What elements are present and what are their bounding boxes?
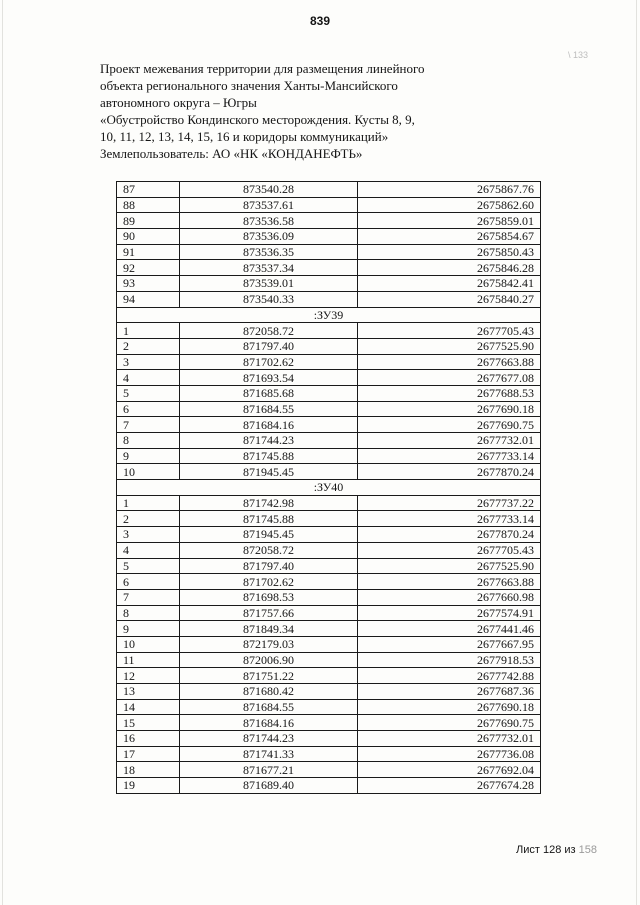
- table-row: [117, 448, 541, 464]
- y-coordinate-cell: 2677733.14: [358, 448, 541, 464]
- coordinates-table: [116, 181, 541, 794]
- x-coordinate-cell: 871677.21: [180, 762, 358, 778]
- y-coordinate-cell: 2677687.36: [358, 684, 541, 700]
- y-coordinate-cell: 2677870.24: [358, 527, 541, 543]
- point-number-cell: 6: [117, 401, 180, 417]
- sheet-total: 158: [578, 844, 597, 856]
- point-number-cell: 87: [117, 182, 180, 198]
- table-row: [117, 244, 541, 260]
- point-number-cell: 17: [117, 746, 180, 762]
- point-number-cell: 2: [117, 338, 180, 354]
- point-number-cell: 19: [117, 778, 180, 794]
- point-number-cell: 1: [117, 495, 180, 511]
- x-coordinate-cell: 871684.16: [180, 715, 358, 731]
- x-coordinate-cell: 873536.35: [180, 244, 358, 260]
- x-coordinate-cell: 871684.55: [180, 699, 358, 715]
- section-label: :ЗУ40: [117, 480, 541, 496]
- point-number-cell: 8: [117, 605, 180, 621]
- x-coordinate-cell: 872058.72: [180, 542, 358, 558]
- table-row: [117, 229, 541, 245]
- point-number-cell: 89: [117, 213, 180, 229]
- y-coordinate-cell: 2677732.01: [358, 731, 541, 747]
- x-coordinate-cell: 871797.40: [180, 558, 358, 574]
- header-line: Проект межевания территории для размещения линейного: [100, 61, 425, 76]
- table-row: [117, 276, 541, 292]
- point-number-cell: 10: [117, 636, 180, 652]
- table-row: [117, 417, 541, 433]
- x-coordinate-cell: 872179.03: [180, 636, 358, 652]
- point-number-cell: 3: [117, 354, 180, 370]
- x-coordinate-cell: 871689.40: [180, 778, 358, 794]
- y-coordinate-cell: 2677677.08: [358, 370, 541, 386]
- point-number-cell: 5: [117, 385, 180, 401]
- x-coordinate-cell: 873536.09: [180, 229, 358, 245]
- table-row: [117, 401, 541, 417]
- y-coordinate-cell: 2677690.75: [358, 715, 541, 731]
- table-row: [117, 542, 541, 558]
- table-row: [117, 495, 541, 511]
- y-coordinate-cell: 2675862.60: [358, 197, 541, 213]
- point-number-cell: 8: [117, 433, 180, 449]
- coordinates-table-body: [117, 182, 541, 794]
- table-row: [117, 260, 541, 276]
- table-row: [117, 668, 541, 684]
- table-row: [117, 354, 541, 370]
- point-number-cell: 1: [117, 323, 180, 339]
- right-edge-shadow: [636, 0, 637, 905]
- y-coordinate-cell: 2677690.75: [358, 417, 541, 433]
- y-coordinate-cell: 2675859.01: [358, 213, 541, 229]
- table-row: [117, 182, 541, 198]
- y-coordinate-cell: 2677690.18: [358, 401, 541, 417]
- header-line: «Обустройство Кондинского месторождения. Кусты 8, 9,: [100, 112, 415, 127]
- x-coordinate-cell: 873537.61: [180, 197, 358, 213]
- x-coordinate-cell: 871745.88: [180, 448, 358, 464]
- section-header-row: [117, 480, 541, 496]
- table-row: [117, 323, 541, 339]
- table-row: [117, 621, 541, 637]
- document-header: [100, 60, 425, 162]
- x-coordinate-cell: 871744.23: [180, 731, 358, 747]
- point-number-cell: 90: [117, 229, 180, 245]
- point-number-cell: 3: [117, 527, 180, 543]
- sheet-label: Лист 128 из: [516, 844, 576, 856]
- y-coordinate-cell: 2675840.27: [358, 291, 541, 307]
- point-number-cell: 11: [117, 652, 180, 668]
- x-coordinate-cell: 871797.40: [180, 338, 358, 354]
- x-coordinate-cell: 871757.66: [180, 605, 358, 621]
- x-coordinate-cell: 872006.90: [180, 652, 358, 668]
- table-row: [117, 511, 541, 527]
- x-coordinate-cell: 871702.62: [180, 354, 358, 370]
- point-number-cell: 14: [117, 699, 180, 715]
- point-number-cell: 10: [117, 464, 180, 480]
- table-row: [117, 731, 541, 747]
- table-row: [117, 778, 541, 794]
- x-coordinate-cell: 871741.33: [180, 746, 358, 762]
- x-coordinate-cell: 871945.45: [180, 464, 358, 480]
- y-coordinate-cell: 2677736.08: [358, 746, 541, 762]
- table-row: [117, 652, 541, 668]
- y-coordinate-cell: 2677525.90: [358, 338, 541, 354]
- y-coordinate-cell: 2677733.14: [358, 511, 541, 527]
- table-row: [117, 589, 541, 605]
- x-coordinate-cell: 871945.45: [180, 527, 358, 543]
- point-number-cell: 7: [117, 417, 180, 433]
- point-number-cell: 16: [117, 731, 180, 747]
- table-row: [117, 370, 541, 386]
- y-coordinate-cell: 2675842.41: [358, 276, 541, 292]
- point-number-cell: 92: [117, 260, 180, 276]
- section-header-row: [117, 307, 541, 323]
- y-coordinate-cell: 2677441.46: [358, 621, 541, 637]
- header-line: автономного округа – Югры: [100, 95, 257, 110]
- x-coordinate-cell: 873536.58: [180, 213, 358, 229]
- point-number-cell: 88: [117, 197, 180, 213]
- point-number-cell: 91: [117, 244, 180, 260]
- y-coordinate-cell: 2677667.95: [358, 636, 541, 652]
- y-coordinate-cell: 2675850.43: [358, 244, 541, 260]
- table-row: [117, 385, 541, 401]
- point-number-cell: 18: [117, 762, 180, 778]
- x-coordinate-cell: 871751.22: [180, 668, 358, 684]
- table-row: [117, 699, 541, 715]
- x-coordinate-cell: 871849.34: [180, 621, 358, 637]
- table-row: [117, 746, 541, 762]
- header-line: Землепользователь: АО «НК «КОНДАНЕФТЬ»: [100, 146, 363, 161]
- y-coordinate-cell: 2677742.88: [358, 668, 541, 684]
- header-line: объекта регионального значения Ханты-Мансийского: [100, 78, 398, 93]
- point-number-cell: 94: [117, 291, 180, 307]
- y-coordinate-cell: 2677705.43: [358, 542, 541, 558]
- y-coordinate-cell: 2677705.43: [358, 323, 541, 339]
- section-label: :ЗУ39: [117, 307, 541, 323]
- point-number-cell: 4: [117, 370, 180, 386]
- y-coordinate-cell: 2677525.90: [358, 558, 541, 574]
- point-number-cell: 15: [117, 715, 180, 731]
- point-number-cell: 5: [117, 558, 180, 574]
- table-row: [117, 605, 541, 621]
- point-number-cell: 7: [117, 589, 180, 605]
- sheet-footer: [516, 844, 597, 856]
- x-coordinate-cell: 873537.34: [180, 260, 358, 276]
- x-coordinate-cell: 872058.72: [180, 323, 358, 339]
- point-number-cell: 4: [117, 542, 180, 558]
- y-coordinate-cell: 2675846.28: [358, 260, 541, 276]
- corner-stamp: \ 133: [568, 50, 589, 60]
- table-row: [117, 338, 541, 354]
- y-coordinate-cell: 2675867.76: [358, 182, 541, 198]
- y-coordinate-cell: 2677674.28: [358, 778, 541, 794]
- header-line: 10, 11, 12, 13, 14, 15, 16 и коридоры коммуникаций»: [100, 129, 389, 144]
- point-number-cell: 9: [117, 448, 180, 464]
- y-coordinate-cell: 2677660.98: [358, 589, 541, 605]
- y-coordinate-cell: 2675854.67: [358, 229, 541, 245]
- x-coordinate-cell: 871742.98: [180, 495, 358, 511]
- table-row: [117, 213, 541, 229]
- table-row: [117, 715, 541, 731]
- table-row: [117, 762, 541, 778]
- y-coordinate-cell: 2677870.24: [358, 464, 541, 480]
- x-coordinate-cell: 871744.23: [180, 433, 358, 449]
- point-number-cell: 6: [117, 574, 180, 590]
- x-coordinate-cell: 871685.68: [180, 385, 358, 401]
- x-coordinate-cell: 871684.55: [180, 401, 358, 417]
- table-row: [117, 197, 541, 213]
- y-coordinate-cell: 2677732.01: [358, 433, 541, 449]
- y-coordinate-cell: 2677688.53: [358, 385, 541, 401]
- x-coordinate-cell: 871745.88: [180, 511, 358, 527]
- x-coordinate-cell: 871698.53: [180, 589, 358, 605]
- y-coordinate-cell: 2677574.91: [358, 605, 541, 621]
- table-row: [117, 291, 541, 307]
- table-row: [117, 527, 541, 543]
- table-row: [117, 433, 541, 449]
- table-row: [117, 636, 541, 652]
- table-row: [117, 558, 541, 574]
- point-number-cell: 9: [117, 621, 180, 637]
- y-coordinate-cell: 2677663.88: [358, 574, 541, 590]
- y-coordinate-cell: 2677918.53: [358, 652, 541, 668]
- x-coordinate-cell: 873540.33: [180, 291, 358, 307]
- y-coordinate-cell: 2677692.04: [358, 762, 541, 778]
- left-edge-shadow: [2, 0, 3, 905]
- x-coordinate-cell: 873539.01: [180, 276, 358, 292]
- point-number-cell: 13: [117, 684, 180, 700]
- point-number-cell: 2: [117, 511, 180, 527]
- y-coordinate-cell: 2677663.88: [358, 354, 541, 370]
- x-coordinate-cell: 871684.16: [180, 417, 358, 433]
- table-row: [117, 684, 541, 700]
- x-coordinate-cell: 871702.62: [180, 574, 358, 590]
- x-coordinate-cell: 873540.28: [180, 182, 358, 198]
- table-row: [117, 574, 541, 590]
- point-number-cell: 12: [117, 668, 180, 684]
- y-coordinate-cell: 2677737.22: [358, 495, 541, 511]
- point-number-cell: 93: [117, 276, 180, 292]
- page-number: 839: [309, 14, 331, 28]
- table-row: [117, 464, 541, 480]
- x-coordinate-cell: 871680.42: [180, 684, 358, 700]
- x-coordinate-cell: 871693.54: [180, 370, 358, 386]
- y-coordinate-cell: 2677690.18: [358, 699, 541, 715]
